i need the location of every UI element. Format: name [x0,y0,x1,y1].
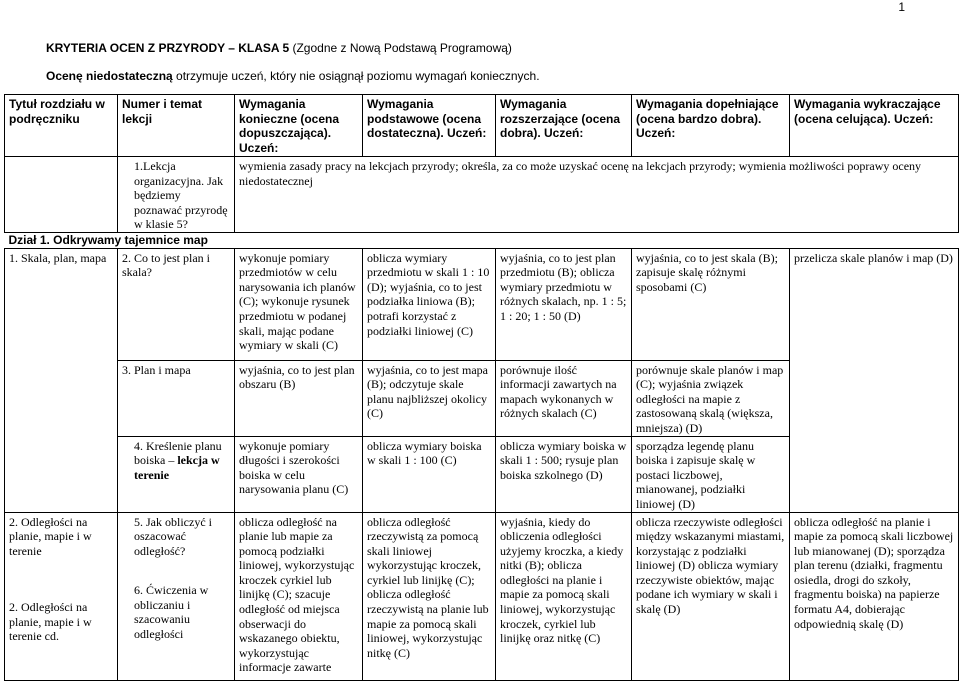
extended-cell: oblicza wymiary boiska w skali 1 : 500; rysuje plan boiska szkolnego (D) [496,436,632,512]
header-complementary: Wymagania dopełniające (ocena bardzo dobra). Uczeń: [632,95,790,157]
section-heading: Dział 1. Odkrywamy tajemnice map [5,232,959,248]
intro-row [5,157,959,233]
lesson-cell: 3. Plan i mapa [118,360,235,436]
basic-cell: oblicza odległość rzeczywistą za pomocą skali liniowej wykorzystując kroczek, cyrkiel lub linijkę (C); oblicza odległość rzeczywistą na planie lub mapie za pomocą skali liniowej, wykorzystując nitkę (C) [363,512,496,680]
basic-cell: oblicza wymiary boiska w skali 1 : 100 (C) [363,436,496,512]
lesson-6: 6. Ćwiczenia w obliczaniu i szacowaniu odległości [134,583,209,642]
title-bold: KRYTERIA OCEN Z PRZYRODY – KLASA 5 [46,41,290,55]
required-cell: wyjaśnia, co to jest plan obszaru (B) [235,360,363,436]
complementary-cell: oblicza rzeczywiste odległości między wskazanymi miastami, korzystając z podziałki liniowej (D) oblicza wymiary rzeczywiste obiektów, mając podane ich wymiary w skali i skalę (D) [632,512,790,680]
lesson-cell [118,512,235,680]
criteria-table [4,94,959,681]
lesson-cell [118,436,235,512]
extended-cell: wyjaśnia, co to jest plan przedmiotu (B); oblicza wymiary przedmiotu w różnych skalach, np. 1 : 5; 1 : 20; 1 : 50 (D) [496,248,632,360]
basic-cell: wyjaśnia, co to jest mapa (B); odczytuje skale planu najbliższej okolicy (C) [363,360,496,436]
chapter-cell-empty [5,436,118,512]
complementary-cell: porównuje skale planów i map (C); wyjaśnia związek odległości na mapie z zastosowaną skalą (większa, mniejsza) (D) [632,360,790,436]
exceeding-cell: oblicza odległość na planie i mapie za pomocą skali liczbowej lub mianowanej (D); sporządza plan terenu (działki, fragmentu osiedla, drogi do szkoły, fragmentu boiska) na papierze formatu A4, dobierając odpowiednią skalę (D) [790,512,959,680]
intro-chapter-cell [5,157,118,233]
lesson-5: 5. Jak obliczyć i oszacować odległość? [134,514,212,558]
required-cell: wykonuje pomiary długości i szerokości boiska w celu narysowania planu (C) [235,436,363,512]
header-chapter: Tytuł rozdziału w podręczniku [5,95,118,157]
extended-cell: wyjaśnia, kiedy do obliczenia odległości użyjemy kroczka, a kiedy nitki (B); oblicza odległości na planie i mapie za pomocą skali liniowej, wykorzystując kroczek, cyrkiel lub linijkę oraz nitkę (C) [496,512,632,680]
table-row [5,248,959,360]
chapter-title-cd: 2. Odległości na planie, mapie i w terenie cd. [9,600,92,644]
intro-lesson-cell: 1.Lekcja organizacyjna. Jak będziemy poznawać przyrodę w klasie 5? [118,157,235,233]
page-number: 1 [898,0,905,14]
document-title [46,41,512,55]
chapter-cell [5,512,118,680]
insufficient-grade-line [46,69,540,83]
exceeding-cell: przelicza skale planów i map (D) [790,248,959,512]
lesson-cell: 2. Co to jest plan i skala? [118,248,235,360]
chapter-title: 2. Odległości na planie, mapie i w terenie [9,514,92,558]
lesson-text: 4. Kreślenie planu boiska – [134,438,222,468]
required-cell: wykonuje pomiary przedmiotów w celu narysowania ich planów (C); wykonuje rysunek przedmiotu w podanej skali, mając podane wymiary w skali (C) [235,248,363,360]
chapter-cell: 1. Skala, plan, mapa [5,248,118,360]
complementary-cell: sporządza legendę planu boiska i zapisuje skalę w postaci liczbowej, mianowanej, podziałki liniowej (D) [632,436,790,512]
header-basic: Wymagania podstawowe (ocena dostateczna). Uczeń: [363,95,496,157]
lesson-field-label: lekcja w terenie [134,453,220,482]
fail-line-bold: Ocenę niedostateczną [46,69,173,83]
required-cell: oblicza odległość na planie lub mapie za pomocą podziałki liniowej, wykorzystując kroczek cyrkiel lub linijkę (C); szacuje odległość od miejsca obserwacji do wskazanego obiektu, wykorzystując informacje zawarte [235,512,363,680]
section-row [5,232,959,248]
chapter-cell-empty [5,360,118,436]
header-extended: Wymagania rozszerzające (ocena dobra). Uczeń: [496,95,632,157]
fail-line-text: otrzymuje uczeń, który nie osiągnął poziomu wymagań koniecznych. [172,69,540,83]
table-row [5,512,959,680]
header-required: Wymagania konieczne (ocena dopuszczająca). Uczeń: [235,95,363,157]
header-row [5,95,959,157]
basic-cell: oblicza wymiary przedmiotu w skali 1 : 10 (D); wyjaśnia, co to jest podziałka liniowa (B); potrafi korzystać z podziałki liniowej (C) [363,248,496,360]
complementary-cell: wyjaśnia, co to jest skala (B); zapisuje skalę różnymi sposobami (C) [632,248,790,360]
intro-requirements-cell: wymienia zasady pracy na lekcjach przyrody; określa, za co może uzyskać ocenę na lekcjach przyrody; wymienia możliwości poprawy oceny niedostatecznej [235,157,959,233]
header-lesson: Numer i temat lekcji [118,95,235,157]
title-note: (Zgodne z Nową Podstawą Programową) [289,41,512,55]
header-exceeding: Wymagania wykraczające (ocena celująca). Uczeń: [790,95,959,157]
extended-cell: porównuje ilość informacji zawartych na mapach wykonanych w różnych skalach (C) [496,360,632,436]
